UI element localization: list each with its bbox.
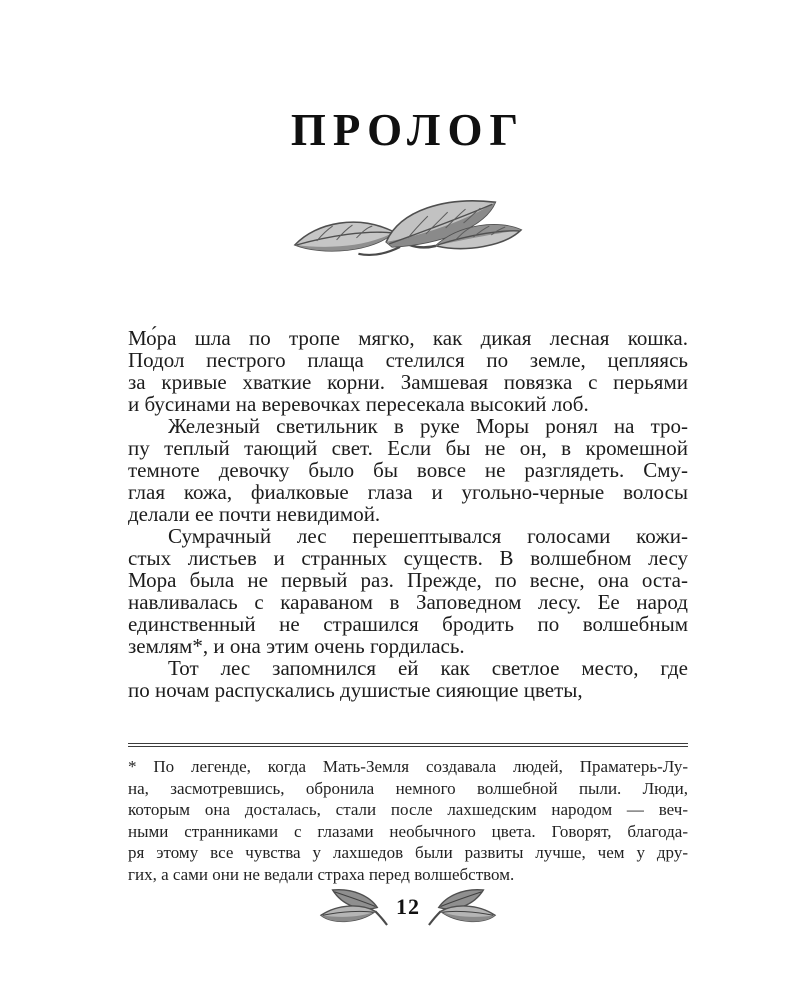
- text-line: навливалась с караваном в Заповедном лесу. Ее народ: [128, 590, 688, 614]
- text-line: Мора была не первый раз. Прежде, по весне, она оста-: [128, 568, 688, 592]
- text-line: * По легенде, когда Мать-Земля создавала людей, Праматерь-Лу-: [128, 757, 688, 776]
- paragraph: [128, 657, 688, 701]
- text-line: единственный не страшился бродить по волшебным: [128, 612, 688, 636]
- text-line: пу теплый тающий свет. Если бы не он, в кромешной: [128, 436, 688, 460]
- text-line: Подол пестрого плаща стелился по земле, цепляясь: [128, 348, 688, 372]
- text-line: делали ее почти невидимой.: [128, 502, 381, 526]
- paragraph: [128, 415, 688, 525]
- text-line: за кривые хваткие корни. Замшевая повязка с перьями: [128, 370, 688, 394]
- page-footer: [128, 886, 688, 927]
- text-line: землям*, и она этим очень гордилась.: [128, 634, 465, 658]
- body-text: [128, 327, 688, 701]
- text-line: глая кожа, фиалковые глаза и угольно-черные волосы: [128, 480, 688, 504]
- text-line: ря этому все чувства у лахшедов были развиты лучше, чем у дру-: [128, 843, 688, 862]
- text-line: ными странниками с глазами необычного цвета. Говорят, благода-: [128, 821, 688, 841]
- text-line: Тот лес запомнился ей как светлое место, где: [168, 656, 688, 680]
- text-line: гих, а сами они не ведали страха перед волшебством.: [128, 864, 515, 884]
- footer-leaf-right-icon: [427, 886, 497, 927]
- page-number: 12: [396, 893, 420, 919]
- leaf-ornament-icon: [128, 196, 688, 267]
- text-line: по ночам распускались душистые сияющие цветы,: [128, 678, 583, 702]
- footnote: [128, 756, 688, 885]
- chapter-title: ПРОЛОГ: [290, 105, 526, 155]
- text-line: которым она досталась, стали после лахшедским народом — веч-: [128, 800, 688, 819]
- text-line: и бусинами на веревочках пересекала высокий лоб.: [128, 392, 589, 416]
- text-line: Железный светильник в руке Моры ронял на тро-: [168, 414, 688, 438]
- text-line: Сумрачный лес перешептывался голосами кожи-: [168, 524, 688, 548]
- footer-leaf-left-icon: [319, 886, 389, 927]
- text-line: стых листьев и странных существ. В волшебном лесу: [128, 546, 688, 570]
- paragraph: [128, 525, 688, 657]
- footnote-divider: [128, 743, 688, 747]
- text-line: темноте девочку было бы вовсе не разглядеть. Сму-: [128, 458, 688, 482]
- text-line: на, засмотревшись, обронила немного волшебной пыли. Люди,: [128, 778, 688, 798]
- paragraph: [128, 327, 688, 415]
- text-line: Мо́ра шла по тропе мягко, как дикая лесная кошка.: [128, 326, 688, 350]
